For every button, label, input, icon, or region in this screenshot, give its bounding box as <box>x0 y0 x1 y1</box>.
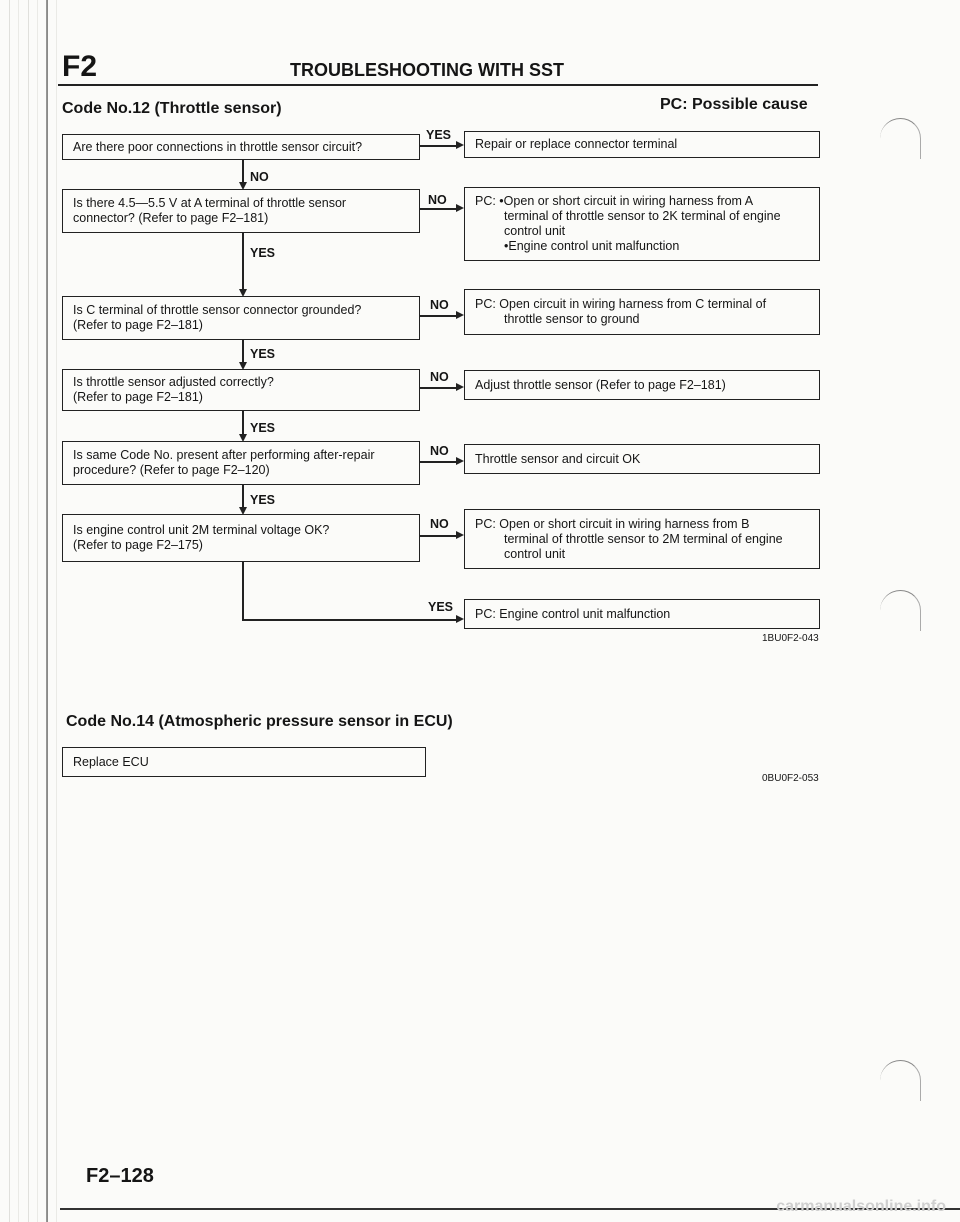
branch-line <box>420 145 456 147</box>
action-box <box>62 747 426 777</box>
figure-id: 1BU0F2-043 <box>762 633 819 644</box>
arrow-right-icon <box>456 383 464 391</box>
flow-line <box>242 485 244 507</box>
arrow-right-icon <box>456 531 464 539</box>
result-box <box>464 289 820 335</box>
result-text: control unit <box>504 224 566 238</box>
flow-label: YES <box>250 421 276 435</box>
scan-mark <box>880 590 921 631</box>
branch-line <box>420 461 456 463</box>
branch-label: NO <box>430 517 449 531</box>
question-text: (Refer to page F2–175) <box>73 538 203 552</box>
arrow-right-icon <box>456 615 464 623</box>
question-box <box>62 441 420 485</box>
question-box <box>62 514 420 562</box>
branch-label: NO <box>430 370 449 384</box>
branch-line <box>420 208 456 210</box>
flow-line <box>242 562 244 620</box>
arrow-right-icon <box>456 311 464 319</box>
question-text: procedure? (Refer to page F2–120) <box>73 463 270 477</box>
result-text: •Engine control unit malfunction <box>504 239 680 253</box>
question-text: Is C terminal of throttle sensor connector grounded? <box>73 303 362 317</box>
result-box <box>464 599 820 629</box>
flow-line <box>242 160 244 182</box>
section-code: F2 <box>62 50 98 83</box>
arrow-down-icon <box>239 434 247 442</box>
header-rule <box>58 84 818 86</box>
action-text: Replace ECU <box>73 754 149 769</box>
question-text: Are there poor connections in throttle sensor circuit? <box>73 139 363 154</box>
branch-line <box>242 619 456 621</box>
code14-title: Code No.14 (Atmospheric pressure sensor in ECU) <box>66 713 453 730</box>
result-text: terminal of throttle sensor to 2K terminal of engine <box>504 209 781 223</box>
result-text: Repair or replace connector terminal <box>475 137 678 151</box>
result-box <box>464 187 820 261</box>
result-text: PC: Open or short circuit in wiring harness from B <box>475 516 750 531</box>
arrow-right-icon <box>456 457 464 465</box>
flow-line <box>242 340 244 362</box>
code12-title: Code No.12 (Throttle sensor) <box>62 100 282 117</box>
result-box <box>464 370 820 400</box>
result-box <box>464 131 820 158</box>
scan-mark <box>880 1060 921 1101</box>
result-text: Adjust throttle sensor (Refer to page F2–181) <box>475 377 726 392</box>
question-text: Is same Code No. present after performing after-repair <box>73 448 375 462</box>
result-box <box>464 509 820 569</box>
binding-edge <box>0 0 66 1222</box>
scan-mark <box>880 118 921 159</box>
question-text: (Refer to page F2–181) <box>73 390 203 404</box>
arrow-right-icon <box>456 204 464 212</box>
branch-label: NO <box>430 444 449 458</box>
arrow-right-icon <box>456 141 464 149</box>
result-text: terminal of throttle sensor to 2M terminal of engine <box>504 531 783 546</box>
branch-line <box>420 387 456 389</box>
branch-label: NO <box>430 298 449 312</box>
result-text: PC: Engine control unit malfunction <box>475 606 671 621</box>
question-box <box>62 134 420 160</box>
question-text: connector? (Refer to page F2–181) <box>73 211 269 225</box>
branch-label: NO <box>428 193 447 207</box>
branch-label: YES <box>428 600 454 614</box>
flow-label: YES <box>250 347 276 361</box>
pc-legend: PC: Possible cause <box>660 96 808 113</box>
result-text: control unit <box>504 546 566 561</box>
question-text: Is engine control unit 2M terminal voltage OK? <box>73 523 330 537</box>
page-number: F2–128 <box>86 1165 154 1187</box>
page-title: TROUBLESHOOTING WITH SST <box>290 60 564 80</box>
footer-watermark: carmanualsonline.info <box>776 1198 946 1215</box>
arrow-down-icon <box>239 507 247 515</box>
result-text: PC: •Open or short circuit in wiring harness from A <box>475 194 754 208</box>
flow-line <box>242 411 244 434</box>
question-text: Is there 4.5—5.5 V at A terminal of throttle sensor <box>73 196 347 210</box>
flow-label: NO <box>250 170 269 184</box>
arrow-down-icon <box>239 182 247 190</box>
binding-line <box>46 0 48 1222</box>
flow-line <box>242 233 244 289</box>
result-text: PC: Open circuit in wiring harness from C terminal of <box>475 297 767 311</box>
question-text: Is throttle sensor adjusted correctly? <box>73 375 274 389</box>
question-box <box>62 189 420 233</box>
arrow-down-icon <box>239 362 247 370</box>
branch-label: YES <box>426 128 452 142</box>
flow-label: YES <box>250 493 276 507</box>
figure-id: 0BU0F2-053 <box>762 773 819 784</box>
result-text: throttle sensor to ground <box>504 312 640 326</box>
branch-line <box>420 315 456 317</box>
arrow-down-icon <box>239 289 247 297</box>
question-box <box>62 296 420 340</box>
branch-line <box>420 535 456 537</box>
flow-label: YES <box>250 246 276 260</box>
result-text: Throttle sensor and circuit OK <box>475 451 641 466</box>
question-text: (Refer to page F2–181) <box>73 318 203 332</box>
result-box <box>464 444 820 474</box>
question-box <box>62 369 420 411</box>
